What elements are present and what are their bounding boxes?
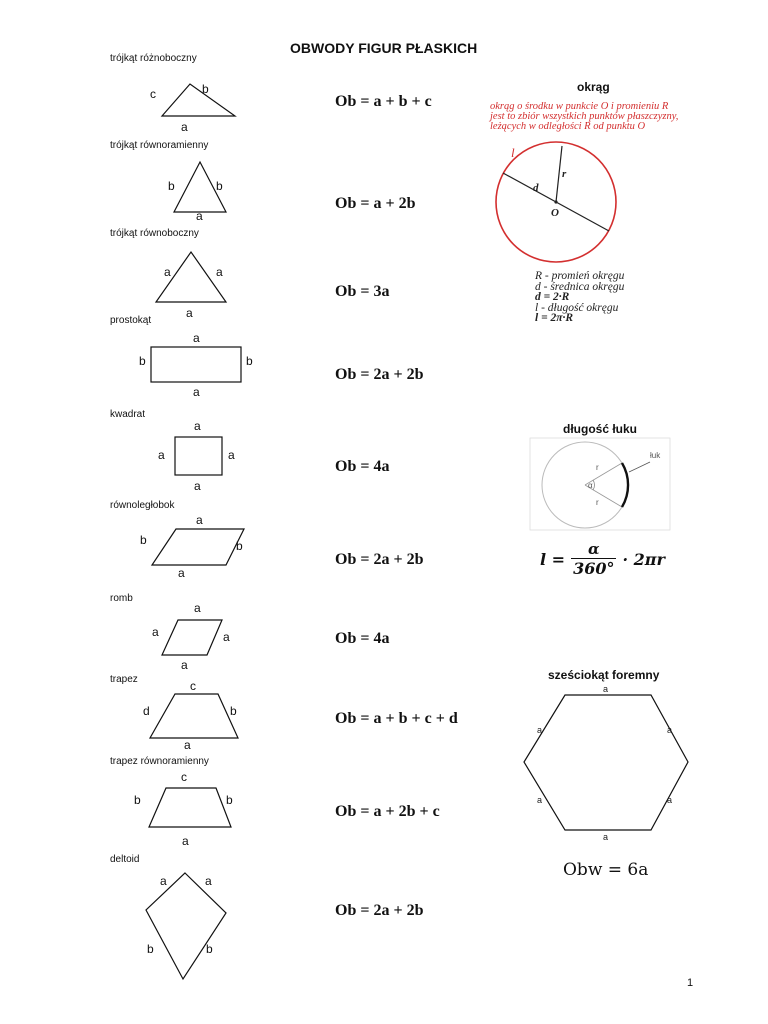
svg-text:r: r [596,498,599,507]
svg-text:a: a [194,601,201,615]
svg-text:a: a [537,795,543,805]
page-number: 1 [687,977,694,989]
svg-text:b: b [139,354,146,368]
svg-text:a: a [193,385,200,399]
svg-text:r: r [596,463,599,472]
label-b: b [168,179,175,193]
rectangle-shape [151,347,241,382]
label-a: a [181,120,188,134]
figure-name-equilateral-triangle: trójkąt równoboczny [110,228,199,239]
figure-name-isosceles-triangle: trójkąt równoramienny [110,140,209,151]
svg-text:a: a [603,684,609,694]
svg-text:a: a [158,448,165,462]
svg-text:b: b [246,354,253,368]
svg-text:a: a [196,209,203,223]
svg-text:b: b [226,793,233,807]
parallelogram-shape [152,529,244,565]
circle-section-title: okrąg [577,80,610,94]
label-b: b [216,179,223,193]
svg-text:a: a [667,795,673,805]
circle-label-d: d [533,182,539,194]
svg-text:a: a [667,725,673,735]
svg-text:a: a [205,874,212,888]
arc-label-luk: łuk [650,451,661,460]
rhombus-shape [162,620,222,655]
circle-legend: R - promień okręgu d - średnica okręgu d = 2·R l - długość okręgu l = 2π·R [535,270,625,324]
page-title: OBWODY FIGUR PŁASKICH [290,40,478,56]
svg-text:b: b [230,704,237,718]
circle-center-dot [554,200,557,203]
svg-text:b: b [206,942,213,956]
arc-formula: l = $\frac{\alpha}{360^\circ}$ · 2πr [540,540,665,578]
label-c: c [150,87,156,101]
svg-text:a: a [181,658,188,672]
hexagon-shape [524,695,688,830]
formula-trapezoid: Ob = a + b + c + d [335,710,458,727]
figure-name-isosceles-trapezoid: trapez równoramienny [110,756,209,767]
svg-text:a: a [152,625,159,639]
figure-name-scalene-triangle: trójkąt różnoboczny [110,53,197,64]
circle-label-r: r [562,168,567,180]
arc-highlight [622,463,628,507]
circle-label-O: O [551,207,559,219]
svg-text:c: c [181,770,187,784]
formula-isosceles-triangle: Ob = a + 2b [335,195,416,212]
hexagon-formula: Obw = 6a [563,860,649,880]
svg-text:a: a [603,832,609,842]
svg-text:b: b [140,533,147,547]
figure-name-rhombus: romb [110,593,133,604]
svg-text:α: α [588,481,593,490]
formula-scalene-triangle: Ob = a + b + c [335,93,432,110]
svg-text:a: a [223,630,230,644]
svg-text:a: a [193,331,200,345]
hexagon-section-title: sześciokąt foremny [548,668,660,682]
svg-text:a: a [196,513,203,527]
svg-text:a: a [537,725,543,735]
trapezoid-shape [150,694,238,738]
scalene-triangle-shape [162,84,235,116]
svg-text:a: a [164,265,171,279]
formula-rectangle: Ob = 2a + 2b [335,366,424,383]
svg-text:a: a [228,448,235,462]
circle-definition: okrąg o środku w punkcie O i promieniu R jest to zbiór wszystkich punktów płaszczyzny, leżących w odległości R od punktu O [490,101,679,132]
formula-rhombus: Ob = 4a [335,630,390,647]
figure-name-rectangle: prostokąt [110,315,152,326]
svg-text:b: b [134,793,141,807]
svg-text:c: c [190,679,196,693]
svg-text:b: b [147,942,154,956]
svg-text:a: a [216,265,223,279]
arc-diagram-frame [530,438,670,530]
formula-equilateral-triangle: Ob = 3a [335,283,390,300]
svg-text:a: a [194,419,201,433]
figure-name-parallelogram: równoległobok [110,500,175,511]
arc-pointer-arrow [629,462,650,472]
square-shape [175,437,222,475]
figure-name-kite: deltoid [110,854,140,865]
formula-parallelogram: Ob = 2a + 2b [335,551,424,568]
formula-kite: Ob = 2a + 2b [335,902,424,919]
svg-text:b: b [236,539,243,553]
svg-text:a: a [160,874,167,888]
svg-text:a: a [182,834,189,848]
formula-isosceles-trapezoid: Ob = a + 2b + c [335,803,440,820]
svg-text:a: a [186,306,193,320]
formula-square: Ob = 4a [335,458,390,475]
isosceles-trapezoid-shape [149,788,231,827]
svg-text:d: d [143,704,150,718]
figure-name-square: kwadrat [110,409,146,420]
label-b: b [202,82,209,96]
kite-shape [146,873,226,979]
svg-text:a: a [178,566,185,580]
circle-label-l: l [511,145,515,160]
svg-text:a: a [194,479,201,493]
figure-name-trapezoid: trapez [110,674,138,685]
arc-section-title: długość łuku [563,422,638,436]
svg-text:a: a [184,738,191,752]
